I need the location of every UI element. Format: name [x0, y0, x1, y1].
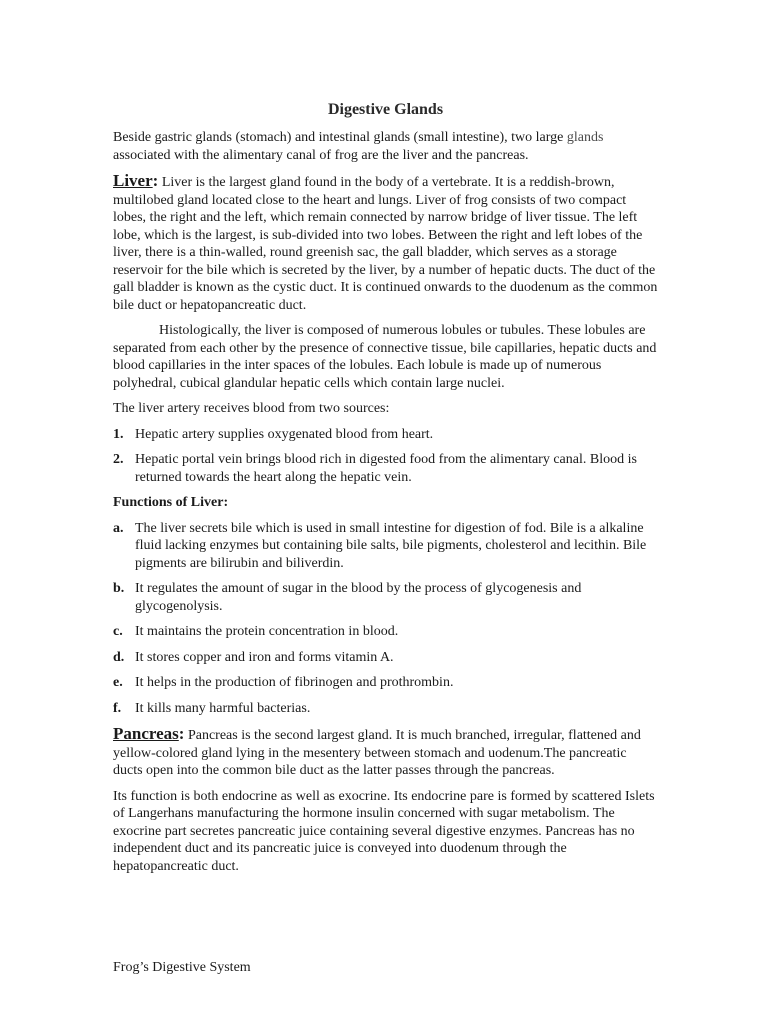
intro-text-start: Beside gastric glands (stomach) and intestinal glands (small intestine), two large [113, 130, 567, 145]
list-item [113, 520, 658, 573]
list-item-text: It kills many harmful bacterias. [135, 700, 311, 716]
intro-text-end: associated with the alimentary canal of frog are the liver and the pancreas. [113, 147, 529, 163]
list-marker: d. [113, 649, 125, 665]
functions-heading: Functions of Liver: [113, 495, 229, 510]
list-item-text: Hepatic portal vein brings blood rich in digested food from the alimentary canal. Blood is returned towards the heart along the hepatic vein. [135, 452, 637, 485]
list-item [113, 580, 658, 615]
list-item-text: It regulates the amount of sugar in the blood by the process of glycogenesis and glycogenolysis. [135, 581, 582, 614]
list-marker: 2. [113, 452, 124, 467]
list-item-text: The liver secrets bile which is used in small intestine for digestion of fod. Bile is a alkaline fluid lacking enzymes but containing bile salts, bile pigments, cholesterol and lecithin. Bile pigments are bilirubin and biliverdin. [135, 520, 647, 571]
list-item-text: Hepatic artery supplies oxygenated blood from heart. [135, 426, 434, 442]
artery-intro: The liver artery receives blood from two sources: [113, 401, 390, 416]
liver-paragraph [113, 172, 658, 314]
blood-sources-list [113, 426, 658, 487]
list-item [113, 451, 658, 486]
list-item [113, 426, 658, 444]
pancreas-function-paragraph: Its function is both endocrine as well as exocrine. Its endocrine pare is formed by scattered Islets of Langerhans manufacturing the hormone insulin concerned with sugar metabolism. The exocrine part secretes pancreatic juice containing several digestive enzymes. Pancreas has no independent duct and its pancreatic juice is conveyed into duodenum through the hepatopancreatic duct. [113, 788, 655, 874]
page-title: Digestive Glands [327, 101, 444, 118]
list-marker: 1. [113, 426, 124, 442]
pancreas-heading-colon: : [178, 724, 185, 743]
list-item-text: It helps in the production of fibrinogen and prothrombin. [135, 675, 454, 690]
pancreas-heading: Pancreas [113, 724, 179, 743]
liver-functions-list [113, 520, 658, 718]
list-item [113, 674, 658, 692]
liver-heading: Liver [113, 171, 153, 190]
pancreas-paragraph [113, 725, 658, 780]
list-marker: c. [113, 624, 123, 639]
glands-link[interactable]: glands [566, 130, 604, 145]
intro-paragraph [113, 129, 658, 164]
list-item [113, 623, 658, 641]
list-item-text: It maintains the protein concentration in blood. [135, 624, 399, 639]
liver-description: Liver is the largest gland found in the body of a vertebrate. It is a reddish-brown, multilobed gland located close to the heart and lungs. Liver of frog consists of two compact lobes, the right and the left, which remain connected by narrow bridge of liver tissue. The left lobe, which is the largest, is sub-divided into two lobes. Between the right and left lobes of the liver, there is a thin-walled, round greenish sac, the gall bladder, which serves as a storage reservoir for the bile which is secreted by the liver, by a number of hepatic ducts. The duct of the gall bladder is known as the cystic duct. It is continued onwards to the duodenum as the common bile duct or hepatopancreatic duct. [113, 175, 658, 313]
page-footer: Frog’s Digestive System [113, 960, 251, 975]
list-marker: e. [113, 675, 123, 690]
list-marker: f. [113, 700, 122, 716]
document-page [113, 100, 658, 883]
list-item [113, 700, 658, 718]
list-item [113, 649, 658, 667]
liver-heading-colon: : [152, 171, 159, 190]
pancreas-description: Pancreas is the second largest gland. It is much branched, irregular, flattened and yellow-colored gland lying in the mesentery between stomach and uodenum.The pancreatic ducts open into the common bile duct as the latter passes through the pancreas. [113, 728, 641, 778]
list-item-text: It stores copper and iron and forms vitamin A. [135, 649, 394, 665]
list-marker: a. [113, 520, 124, 536]
list-marker: b. [113, 581, 125, 596]
histology-paragraph: Histologically, the liver is composed of numerous lobules or tubules. These lobules are separated from each other by the presence of connective tissue, bile capillaries, hepatic ducts and blood capillaries in the inter spaces of the lobules. Each lobule is made up of numerous polyhedral, cubical glandular hepatic cells which contain large nuclei. [113, 323, 657, 391]
